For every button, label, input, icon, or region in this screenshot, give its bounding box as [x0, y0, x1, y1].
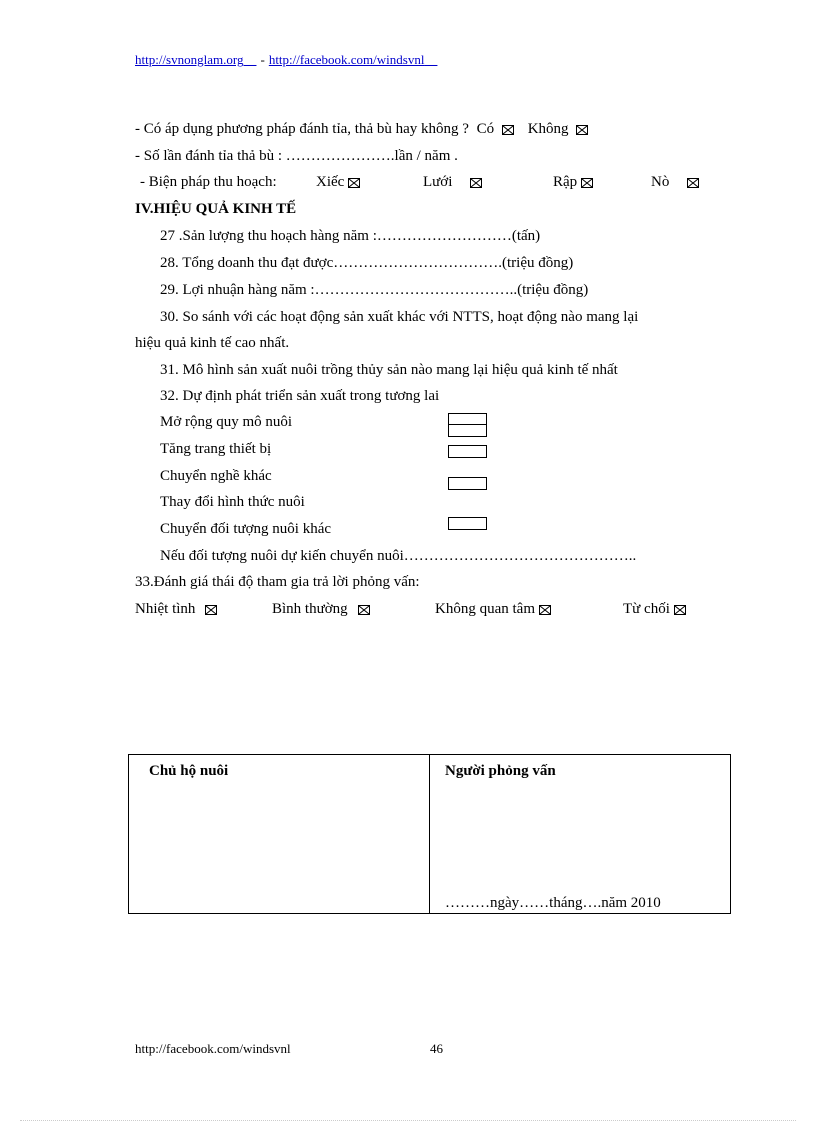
question-28: 28. Tổng doanh thu đạt được…………………………….(triệu đồng)	[160, 255, 574, 271]
checkbox-luoi[interactable]	[470, 178, 482, 188]
page-bottom-edge	[20, 1120, 796, 1121]
signature-table-divider	[429, 755, 430, 913]
option-xiec-label: Xiếc	[316, 174, 345, 190]
checkbox-rap[interactable]	[581, 178, 593, 188]
checkbox-mo-rong-rule	[449, 424, 486, 425]
checkbox-chuyen-doi-tuong[interactable]	[448, 517, 487, 530]
signature-left-label: Chủ hộ nuôi	[149, 763, 229, 779]
question-32: 32. Dự định phát triển sản xuất trong tương lai	[160, 388, 440, 404]
signature-table	[128, 754, 731, 914]
q32-note: Nếu đối tượng nuôi dự kiến chuyển nuôi………………………………………..	[160, 548, 637, 564]
option-no-label: Nò	[651, 174, 670, 190]
q33-option-nhiet-tinh-label: Nhiệt tình	[135, 601, 196, 617]
checkbox-xiec[interactable]	[348, 178, 360, 188]
q33-option-nhiet-tinh	[135, 601, 217, 618]
option-co-label: Có	[476, 121, 495, 137]
checkbox-tu-choi[interactable]	[674, 605, 686, 615]
q32-option-thay-doi-hinh-thuc: Thay đổi hình thức nuôi	[160, 494, 305, 510]
question-33: 33.Đánh giá thái độ tham gia trả lời phỏng vấn:	[135, 574, 420, 590]
question-30-line1: 30. So sánh với các hoạt động sản xuất khác với NTTS, hoạt động nào mang lại	[160, 309, 639, 325]
q33-option-khong-quan-tam	[435, 601, 551, 618]
checkbox-mo-rong[interactable]	[448, 413, 487, 437]
question-29: 29. Lợi nhuận hàng năm :…………………………………..(triệu đồng)	[160, 282, 589, 298]
q33-option-tu-choi	[623, 601, 686, 618]
checkbox-tang-trang-bi[interactable]	[448, 445, 487, 458]
option-no	[651, 174, 699, 191]
checkbox-co[interactable]	[502, 125, 514, 135]
q32-option-chuyen-nghe: Chuyển nghề khác	[160, 468, 272, 484]
option-xiec	[316, 174, 360, 191]
header-link-svnonglam[interactable]: http://svnonglam.org	[135, 52, 244, 67]
q33-option-khong-quan-tam-label: Không quan tâm	[435, 601, 535, 617]
footer-url: http://facebook.com/windsvnl	[135, 1041, 291, 1056]
header-separator: -	[260, 52, 265, 67]
q32-option-chuyen-doi-tuong: Chuyển đối tượng nuôi khác	[160, 521, 332, 537]
checkbox-no[interactable]	[687, 178, 699, 188]
question-danh-tia	[135, 121, 588, 138]
bien-phap-label: - Biện pháp thu hoạch:	[140, 174, 277, 190]
option-luoi	[423, 174, 482, 191]
question-so-lan: - Số lần đánh tỉa thả bù : ………………….lần / năm .	[135, 148, 458, 164]
page-number: 46	[430, 1041, 443, 1056]
signature-right-label: Người phỏng vấn	[445, 763, 556, 779]
section-heading-iv: IV.HIỆU QUẢ KINH TẾ	[135, 201, 297, 217]
q33-option-tu-choi-label: Từ chối	[623, 601, 670, 617]
q33-option-binh-thuong	[272, 601, 370, 618]
checkbox-khong-quan-tam[interactable]	[539, 605, 551, 615]
question-danh-tia-text: - Có áp dụng phương pháp đánh tỉa, thả bù hay không ?	[135, 121, 469, 137]
checkbox-nhiet-tinh[interactable]	[205, 605, 217, 615]
checkbox-khong[interactable]	[576, 125, 588, 135]
signature-date-line: ………ngày……tháng….năm 2010	[445, 895, 661, 911]
q33-option-binh-thuong-label: Bình thường	[272, 601, 348, 617]
q32-option-tang-trang-bi: Tăng trang thiết bị	[160, 441, 272, 457]
question-31: 31. Mô hình sản xuất nuôi trồng thủy sản nào mang lại hiệu quả kinh tế nhất	[160, 362, 618, 378]
option-luoi-label: Lưới	[423, 174, 453, 190]
checkbox-binh-thuong[interactable]	[358, 605, 370, 615]
checkbox-chuyen-nghe[interactable]	[448, 477, 487, 490]
header-link-trailing-space-2	[424, 52, 437, 67]
header-link-trailing-space	[243, 52, 256, 67]
option-khong-label: Không	[527, 121, 569, 137]
option-rap	[553, 174, 593, 191]
question-30-line2: hiệu quả kinh tế cao nhất.	[135, 335, 290, 351]
option-rap-label: Rập	[553, 174, 578, 190]
header-link-facebook[interactable]: http://facebook.com/windsvnl	[268, 52, 425, 67]
question-27: 27 .Sản lượng thu hoạch hàng năm :………………………(tấn)	[160, 228, 541, 244]
q32-option-mo-rong: Mở rộng quy mô nuôi	[160, 414, 293, 430]
